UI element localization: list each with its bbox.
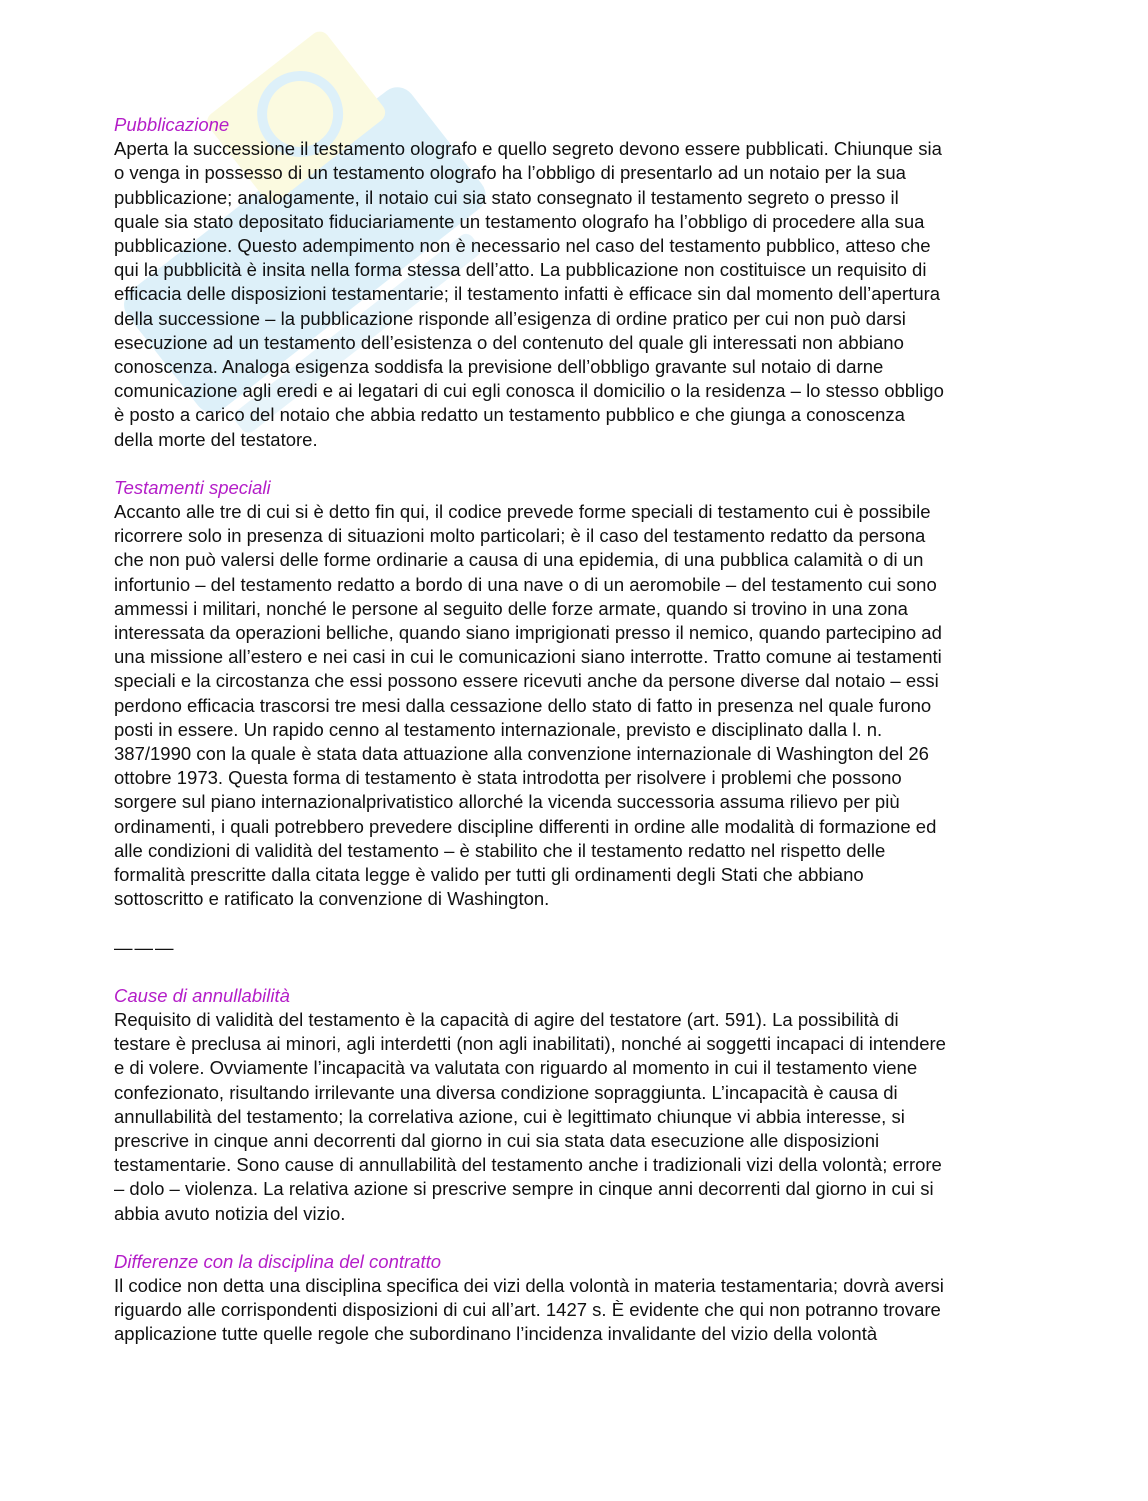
text-line: Il codice non detta una disciplina specifica dei vizi della volontà in materia testamentaria; dovrà aversi	[114, 1274, 944, 1296]
text-line: ordinamenti, i quali potrebbero prevedere discipline differenti in ordine alle modalità di formazione ed	[114, 815, 937, 837]
text-line: riguardo alle corrispondenti disposizioni di cui all’art. 1427 s. È evidente che qui non potranno trovare	[114, 1299, 941, 1321]
text-line: pubblicazione; analogamente, il notaio cui sia stato consegnato il testamento segreto o presso il	[114, 186, 899, 208]
text-line: annullabilità del testamento; la correlativa azione, cui è legittimato chiunque vi abbia interesse, si	[114, 1105, 905, 1127]
text-line: applicazione tutte quelle regole che subordinano l’incidenza invalidante del vizio della volontà	[114, 1323, 878, 1345]
section-heading: Testamenti speciali	[114, 476, 271, 498]
text-line: ricorrere solo in presenza di situazioni molto particolari; è il caso del testamento redatto da persona	[114, 525, 926, 547]
text-line: comunicazione agli eredi e ai legatari di cui egli conosca il domicilio o la residenza – lo stesso obbligo	[114, 380, 944, 402]
text-line: alle condizioni di validità del testamento – è stabilito che il testamento redatto nel rispetto delle	[114, 839, 886, 861]
text-line: una missione all’estero e nei casi in cui le comunicazioni siano interrotte. Tratto comune ai testamenti	[114, 646, 942, 668]
document-page	[114, 113, 1038, 1371]
text-line: perdono efficacia trascorsi tre mesi dalla cessazione dello stato di fatto in presenza nel quale furono	[114, 694, 932, 716]
text-line: abbia avuto notizia del vizio.	[114, 1202, 346, 1224]
section-heading: Pubblicazione	[114, 114, 230, 135]
text-line: della morte del testatore.	[114, 428, 318, 450]
section-cause-annullabilita	[114, 984, 1038, 1226]
text-line: pubblicazione. Questo adempimento non è necessario nel caso del testamento pubblico, atteso che	[114, 235, 931, 257]
text-line: Accanto alle tre di cui si è detto fin qui, il codice prevede forme speciali di testamento cui è possibile	[114, 501, 931, 523]
text-line: efficacia delle disposizioni testamentarie; il testamento infatti è efficace sin dal momento dell’apertura	[114, 283, 941, 305]
text-line: Aperta la successione il testamento olografo e quello segreto devono essere pubblicati. Chiunque sia	[114, 138, 942, 160]
text-line: ottobre 1973. Questa forma di testamento è stata introdotta per risolvere i problemi che possono	[114, 767, 902, 789]
section-paragraph	[114, 500, 1038, 911]
text-line: sottoscritto e ratificato la convenzione di Washington.	[114, 888, 550, 910]
section-paragraph	[114, 137, 1038, 452]
text-line: formalità prescritte dalla citata legge è valido per tutti gli ordinamenti degli Stati che abbiano	[114, 864, 864, 886]
text-line: confezionato, risultando irrilevante una diversa condizione sopraggiunta. L’incapacità è causa di	[114, 1081, 898, 1103]
text-line: testamentarie. Sono cause di annullabilità del testamento anche i tradizionali vizi della volontà; errore	[114, 1154, 942, 1176]
text-line: sorgere sul piano internazionalprivatistico allorché la vicenda successoria assuma rilievo per più	[114, 791, 900, 813]
text-line: – dolo – violenza. La relativa azione si prescrive sempre in cinque anni decorrenti dal giorno in cui si	[114, 1178, 934, 1200]
text-line: è posto a carico del notaio che abbia redatto un testamento pubblico e che giunga a conoscenza	[114, 404, 905, 426]
text-line: interessata da operazioni belliche, quando siano imprigionati presso il nemico, quando partecipino ad	[114, 622, 942, 644]
section-heading: Differenze con la disciplina del contratto	[114, 1250, 442, 1272]
section-paragraph	[114, 1274, 1038, 1347]
text-line: Requisito di validità del testamento è la capacità di agire del testatore (art. 591). La possibilità di	[114, 1008, 899, 1030]
text-line: 387/1990 con la quale è stata data attuazione alla convenzione internazionale di Washington del 26	[114, 743, 929, 765]
section-heading: Cause di annullabilità	[114, 984, 290, 1006]
section-pubblicazione	[114, 113, 1038, 452]
text-line: che non può valersi delle forme ordinarie a causa di una epidemia, di una pubblica calamità o di un	[114, 549, 924, 571]
text-line: prescrive in cinque anni decorrenti dal giorno in cui sia stata data esecuzione alle disposizioni	[114, 1129, 880, 1151]
text-line: quale sia stato depositato fiduciariamente un testamento olografo ha l’obbligo di procedere alla sua	[114, 210, 925, 232]
section-testamenti-speciali	[114, 476, 1038, 912]
text-line: testare è preclusa ai minori, agli interdetti (non agli inabilitati), nonché ai soggetti incapaci di intendere	[114, 1033, 946, 1055]
text-line: della successione – la pubblicazione risponde all’esigenza di ordine pratico per cui non può darsi	[114, 307, 906, 329]
text-line: conoscenza. Analoga esigenza soddisfa la previsione dell’obbligo gravante sul notaio di darne	[114, 356, 884, 378]
text-line: e di volere. Ovviamente l’incapacità va valutata con riguardo al momento in cui il testamento viene	[114, 1057, 918, 1079]
text-line: posti in essere. Un rapido cenno al testamento internazionale, previsto e disciplinato dalla l. n.	[114, 718, 883, 740]
section-differenze-contratto	[114, 1250, 1038, 1347]
text-line: infortunio – del testamento redatto a bordo di una nave o di un aeromobile – del testamento cui sono	[114, 573, 937, 595]
section-paragraph	[114, 1008, 1038, 1226]
text-line: esecuzione ad un testamento dell’esistenza o del contenuto del quale gli interessati non abbiano	[114, 331, 904, 353]
text-line: ammessi i militari, nonché le persone al seguito delle forze armate, quando si trovino in una zona	[114, 597, 908, 619]
text-line: qui la pubblicità è insita nella forma stessa dell’atto. La pubblicazione non costituisce un requisito di	[114, 259, 927, 281]
section-separator: ———	[114, 936, 176, 958]
text-line: speciali e la circostanza che essi possono essere ricevuti anche da persone diverse dal notaio – essi	[114, 670, 939, 692]
text-line: o venga in possesso di un testamento olografo ha l’obbligo di presentarlo ad un notaio per la sua	[114, 162, 906, 184]
